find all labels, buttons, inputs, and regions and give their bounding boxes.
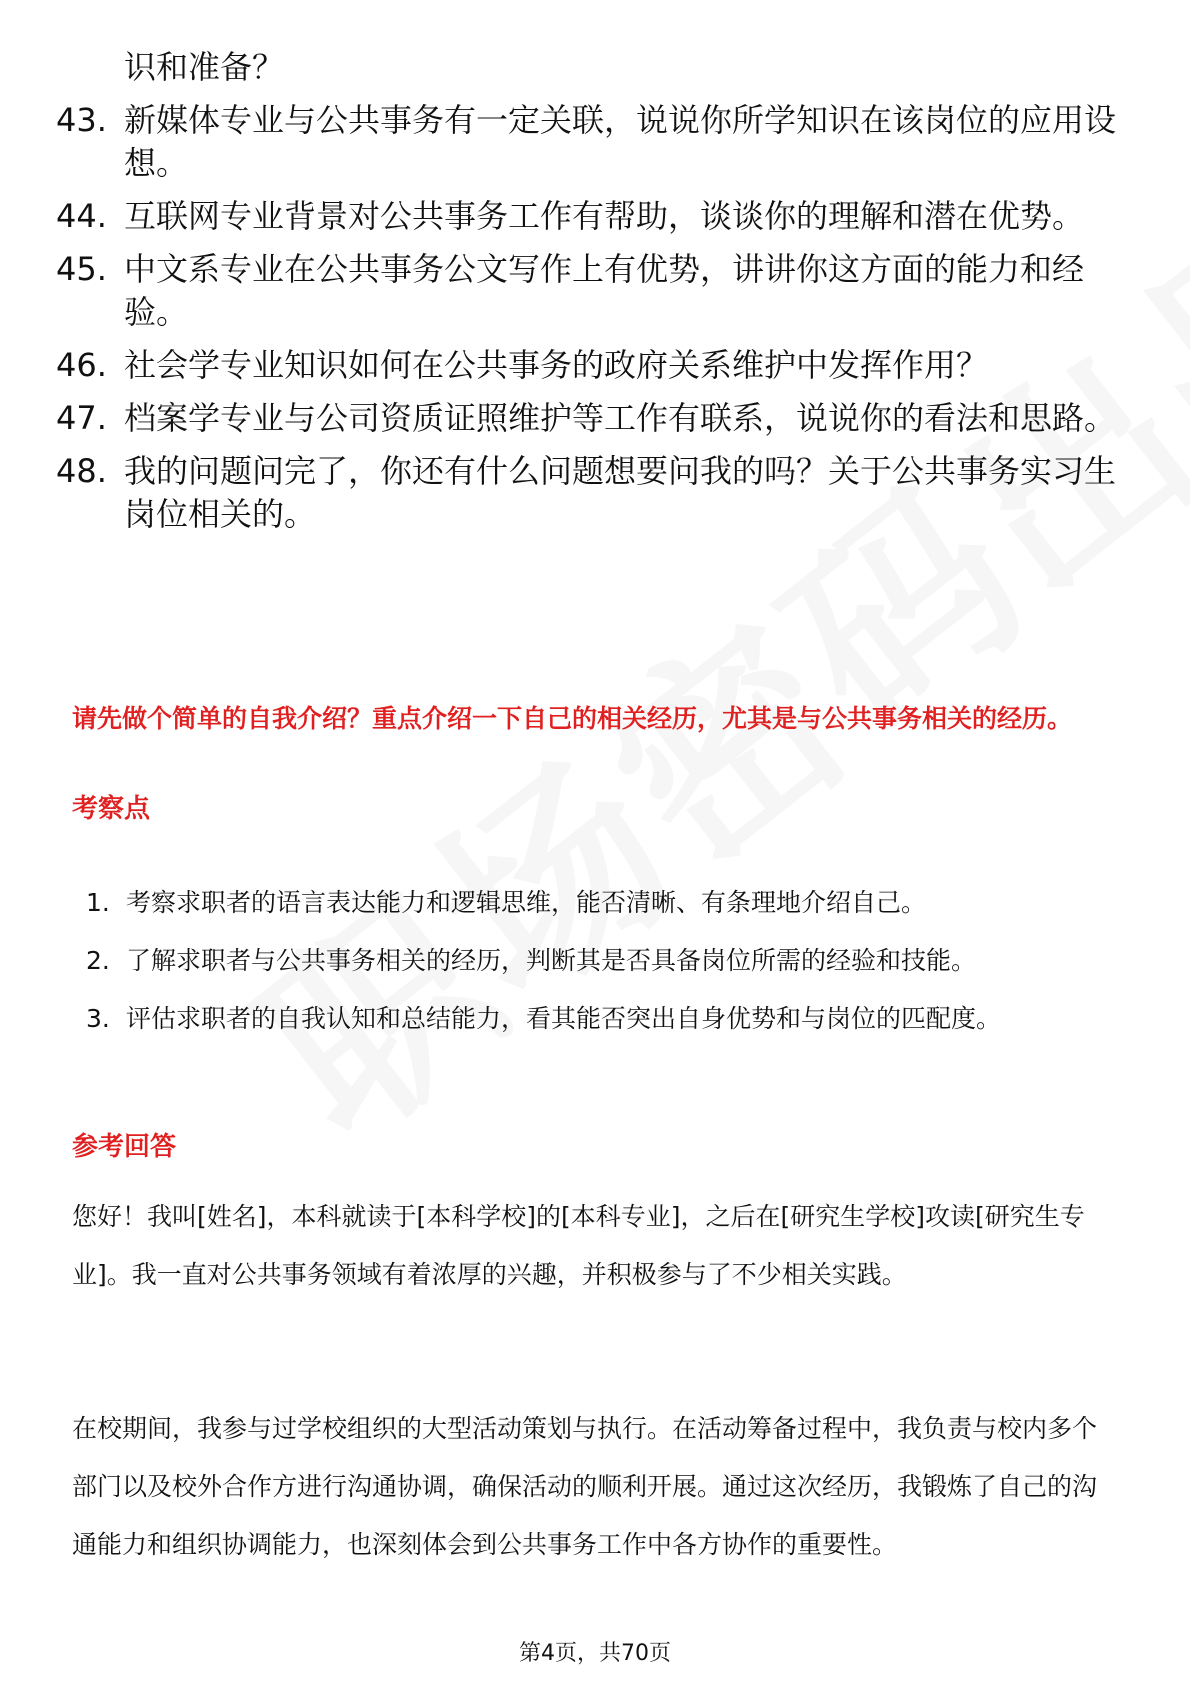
item-number: 45.: [56, 250, 107, 288]
answer-paragraph: 您好！我叫[姓名]，本科就读于[本科学校]的[本科专业]，之后在[研究生学校]攻读[研究生专业]。我一直对公共事务领域有着浓厚的兴趣，并积极参与了不少相关实践。: [72, 1202, 1085, 1289]
point-number: 1.: [86, 888, 110, 917]
point-text: 考察求职者的语言表达能力和逻辑思维，能否清晰、有条理地介绍自己。: [126, 888, 927, 917]
inspection-point: [86, 874, 1126, 932]
list-item: [56, 99, 1126, 185]
item-number: 44.: [56, 197, 107, 235]
list-item: [56, 397, 1126, 440]
question-heading: 请先做个简单的自我介绍？重点介绍一下自己的相关经历，尤其是与公共事务相关的经历。: [72, 704, 1073, 733]
list-item: [56, 450, 1126, 536]
inspection-points: [86, 874, 1126, 1048]
item-text: 我的问题问完了，你还有什么问题想要问我的吗？关于公共事务实习生岗位相关的。: [124, 452, 1117, 533]
question-continuation: 识和准备？: [124, 48, 285, 86]
inspection-title: 考察点: [72, 794, 151, 824]
point-number: 2.: [86, 946, 110, 975]
point-number: 3.: [86, 1004, 110, 1033]
page-footer: 第4页，共70页: [519, 1641, 671, 1666]
list-item: [56, 248, 1126, 334]
inspection-point: [86, 990, 1126, 1048]
reference-title: 参考回答: [72, 1132, 177, 1162]
item-number: 47.: [56, 399, 107, 437]
list-item: [56, 195, 1126, 238]
list-item: [56, 344, 1126, 387]
point-text: 了解求职者与公共事务相关的经历，判断其是否具备岗位所需的经验和技能。: [126, 946, 977, 975]
item-text: 新媒体专业与公共事务有一定关联，说说你所学知识在该岗位的应用设想。: [124, 101, 1117, 182]
item-number: 48.: [56, 452, 107, 490]
item-text: 互联网专业背景对公共事务工作有帮助，谈谈你的理解和潜在优势。: [124, 197, 1085, 235]
inspection-point: [86, 932, 1126, 990]
item-text: 社会学专业知识如何在公共事务的政府关系维护中发挥作用？: [124, 346, 989, 384]
question-list: [56, 46, 1126, 546]
item-text: 中文系专业在公共事务公文写作上有优势，讲讲你这方面的能力和经验。: [124, 250, 1085, 331]
item-number: 46.: [56, 346, 107, 384]
point-text: 评估求职者的自我认知和总结能力，看其能否突出自身优势和与岗位的匹配度。: [126, 1004, 1002, 1033]
item-number: 43.: [56, 101, 107, 139]
answer-paragraph: 在校期间，我参与过学校组织的大型活动策划与执行。在活动筹备过程中，我负责与校内多个部门以及校外合作方进行沟通协调，确保活动的顺利开展。通过这次经历，我锻炼了自己的沟通能力和组织协调能力，也深刻体会到公共事务工作中各方协作的重要性。: [72, 1414, 1098, 1559]
item-text: 档案学专业与公司资质证照维护等工作有联系，说说你的看法和思路。: [124, 399, 1117, 437]
